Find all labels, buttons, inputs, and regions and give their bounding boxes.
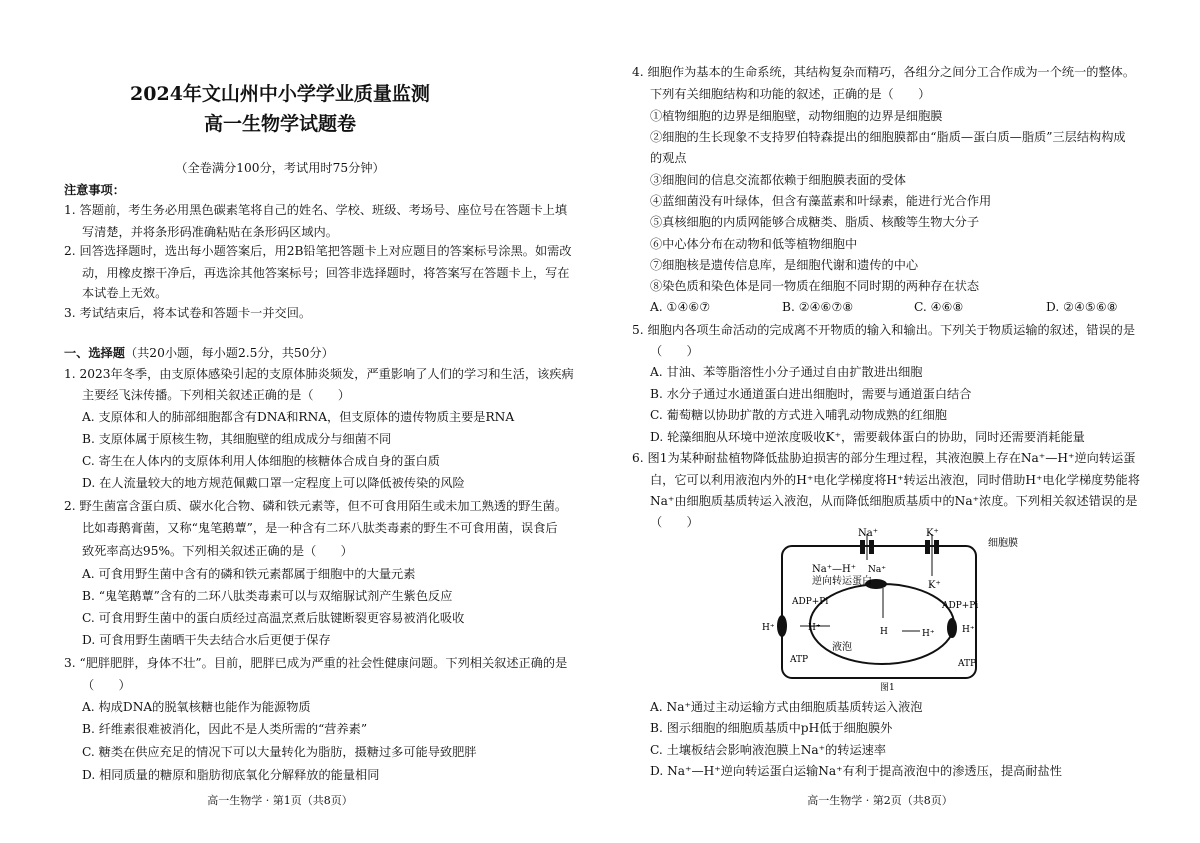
question-4-statement: 的观点 <box>650 151 687 165</box>
question-6-option-c: C. 土壤板结会影响液泡膜上Na⁺的转运速率 <box>650 743 887 757</box>
question-6-stem: （ ） <box>650 515 699 529</box>
question-2-stem: 比如毒鹅膏菌，又称“鬼笔鹅蕈”，是一种含有二环八肽类毒素的野生不可食用菌，误食后 <box>82 521 558 535</box>
figure-1-cell-diagram <box>762 526 1040 694</box>
figure-caption: 图1 <box>880 683 895 693</box>
question-4-option-b: B. ②④⑥⑦⑧ <box>782 300 854 314</box>
figure-label: H⁺ <box>922 629 935 639</box>
figure-label: 细胞膜 <box>988 538 1018 549</box>
exam-subtitle: （全卷满分100分，考试用时75分钟） <box>175 161 385 175</box>
figure-label: Na⁺—H⁺ <box>812 564 856 575</box>
question-3-option-a: A. 构成DNA的脱氧核糖也能作为能源物质 <box>82 700 311 714</box>
question-4-statement: ③细胞间的信息交流都依赖于细胞膜表面的受体 <box>650 173 906 187</box>
question-4-option-a: A. ①④⑥⑦ <box>650 300 711 314</box>
figure-label: H⁺ <box>762 623 775 633</box>
question-1-stem: 主要经飞沫传播。下列相关叙述正确的是（ ） <box>82 388 351 402</box>
question-1-option-d: D. 在人流量较大的地方规范佩戴口罩一定程度上可以降低被传染的风险 <box>82 476 465 490</box>
page-footer: 高一生物学 · 第1页（共8页） <box>207 794 353 807</box>
question-2-option-d: D. 可食用野生菌晒干失去结合水后更便于保存 <box>82 633 331 647</box>
question-5-stem: 5. 细胞内各项生命活动的完成离不开物质的输入和输出。下列关于物质运输的叙述，错误的是 <box>632 323 1136 337</box>
question-6-stem: 6. 图1为某种耐盐植物降低盐胁迫损害的部分生理过程，其液泡膜上存在Na⁺—H⁺逆向转运蛋 <box>632 451 1136 465</box>
question-5-option-c: C. 葡萄糖以协助扩散的方式进入哺乳动物成熟的红细胞 <box>650 408 947 422</box>
notice-line: 3. 考试结束后，将本试卷和答题卡一并交回。 <box>64 306 312 320</box>
question-3-option-d: D. 相同质量的糖原和脂肪彻底氧化分解释放的能量相同 <box>82 768 380 782</box>
question-5-option-b: B. 水分子通过水通道蛋白进出细胞时，需要与通道蛋白结合 <box>650 387 972 401</box>
question-5-stem: （ ） <box>650 344 699 358</box>
page-footer: 高一生物学 · 第2页（共8页） <box>807 794 953 807</box>
figure-label: K⁺ <box>928 580 941 591</box>
question-4-stem: 4. 细胞作为基本的生命系统，其结构复杂而精巧，各组分之间分工合作成为一个统一的整体。 <box>632 65 1136 79</box>
na-channel-left <box>860 540 865 554</box>
notice-line: 写清楚，并将条形码准确粘贴在条形码区域内。 <box>82 225 338 239</box>
figure-label: ATP <box>958 659 977 669</box>
figure-label: Na⁺ <box>868 565 886 575</box>
question-1-option-c: C. 寄生在人体内的支原体利用人体细胞的核糖体合成自身的蛋白质 <box>82 454 440 468</box>
figure-label: ADP+Pi <box>792 597 829 607</box>
question-2-option-a: A. 可食用野生菌中含有的磷和铁元素都属于细胞中的大量元素 <box>82 567 416 581</box>
question-4-option-c: C. ④⑥⑧ <box>914 300 964 314</box>
question-5-option-a: A. 甘油、苯等脂溶性小分子通过自由扩散进出细胞 <box>650 365 923 379</box>
question-4-statement: ⑥中心体分布在动物和低等植物细胞中 <box>650 237 858 251</box>
question-4-statement: ⑤真核细胞的内质网能够合成糖类、脂质、核酸等生物大分子 <box>650 215 980 229</box>
page-2 <box>600 0 1200 843</box>
question-4-stem: 下列有关细胞结构和功能的叙述，正确的是（ ） <box>650 87 931 101</box>
figure-label: 逆向转运蛋白 <box>812 576 872 587</box>
proton-pump-membrane <box>777 615 787 637</box>
k-channel-left <box>925 540 930 554</box>
question-6-option-b: B. 图示细胞的细胞质基质中pH低于细胞膜外 <box>650 721 893 735</box>
question-3-option-c: C. 糖类在供应充足的情况下可以大量转化为脂肪，摄糖过多可能导致肥胖 <box>82 745 477 759</box>
figure-label: Na⁺ <box>858 528 878 539</box>
question-4-statement: ②细胞的生长现象不支持罗伯特森提出的细胞膜都由“脂质—蛋白质—脂质”三层结构构成 <box>650 130 1126 144</box>
question-4-option-d: D. ②④⑤⑥⑧ <box>1046 300 1118 314</box>
question-1-option-a: A. 支原体和人的肺部细胞都含有DNA和RNA，但支原体的遗传物质主要是RNA <box>82 410 515 424</box>
notice-line: 2. 回答选择题时，选出每小题答案后，用2B铅笔把答题卡上对应题目的答案标号涂黑。如需改 <box>64 244 572 258</box>
section-heading: 一、选择题（共20小题，每小题2.5分，共50分） <box>64 346 334 360</box>
question-5-option-d: D. 轮藻细胞从环境中逆浓度吸收K⁺，需要载体蛋白的协助，同时还需要消耗能量 <box>650 430 1085 444</box>
question-3-stem: 3. “肥胖肥胖，身体不壮”。目前，肥胖已成为严重的社会性健康问题。下列相关叙述正确的是 <box>64 656 568 670</box>
question-1-stem: 1. 2023年冬季，由支原体感染引起的支原体肺炎频发，严重影响了人们的学习和生活，该疾病 <box>64 367 574 381</box>
exam-subject-title: 高一生物学试题卷 <box>203 113 356 135</box>
question-4-statement: ④蓝细菌没有叶绿体，但含有藻蓝素和叶绿素，能进行光合作用 <box>650 194 992 208</box>
figure-label: H⁺ <box>962 625 975 635</box>
notice-line: 动，用橡皮擦干净后，再选涂其他答案标号；回答非选择题时，将答案写在答题卡上，写在 <box>82 266 570 280</box>
question-6-stem: 白，它可以利用液泡内外的H⁺电化学梯度将H⁺转运出液泡，同时借助H⁺电化学梯度势能将 <box>650 473 1140 487</box>
question-2-stem: 2. 野生菌富含蛋白质、碳水化合物、磷和铁元素等，但不可食用陌生或未加工熟透的野生菌。 <box>64 499 568 513</box>
question-6-option-d: D. Na⁺—H⁺逆向转运蛋白运输Na⁺有利于提高液泡中的渗透压，提高耐盐性 <box>650 764 1062 778</box>
question-6-option-a: A. Na⁺通过主动运输方式由细胞质基质转运入液泡 <box>650 700 923 714</box>
question-3-stem: （ ） <box>82 678 131 692</box>
notice-line: 本试卷上无效。 <box>82 286 168 300</box>
notice-heading: 注意事项： <box>64 183 125 197</box>
figure-label: ADP+Pi <box>942 601 979 611</box>
figure-label: H⁺ <box>808 623 821 633</box>
figure-label: H <box>880 627 888 637</box>
notice-line: 1. 答题前，考生务必用黑色碳素笔将自己的姓名、学校、班级、考场号、座位号在答题卡上填 <box>64 203 568 217</box>
figure-label: ATP <box>790 655 809 665</box>
na-channel-right <box>869 540 874 554</box>
question-4-statement: ①植物细胞的边界是细胞壁，动物细胞的边界是细胞膜 <box>650 109 943 123</box>
question-2-option-b: B. “鬼笔鹅蕈”含有的二环八肽类毒素可以与双缩脲试剂产生紫色反应 <box>82 589 453 603</box>
exam-title: 2024年文山州中小学学业质量监测 <box>130 83 430 105</box>
question-6-stem: Na⁺由细胞质基质转运入液泡，从而降低细胞质基质中的Na⁺浓度。下列相关叙述错误的是 <box>650 494 1138 508</box>
question-2-option-c: C. 可食用野生菌中的蛋白质经过高温烹煮后肽键断裂更容易被消化吸收 <box>82 611 465 625</box>
k-channel-right <box>934 540 939 554</box>
question-1-option-b: B. 支原体属于原核生物，其细胞壁的组成成分与细菌不同 <box>82 432 392 446</box>
figure-label: K⁺ <box>926 528 939 539</box>
question-3-option-b: B. 纤维素很难被消化，因此不是人类所需的“营养素” <box>82 722 368 736</box>
proton-pump-vacuole <box>947 618 957 638</box>
question-4-statement: ⑦细胞核是遗传信息库，是细胞代谢和遗传的中心 <box>650 258 919 272</box>
figure-label: 液泡 <box>832 642 852 653</box>
question-2-stem: 致死率高达95%。下列相关叙述正确的是（ ） <box>82 544 353 558</box>
question-4-statement: ⑧染色质和染色体是同一物质在细胞不同时期的两种存在状态 <box>650 279 980 293</box>
